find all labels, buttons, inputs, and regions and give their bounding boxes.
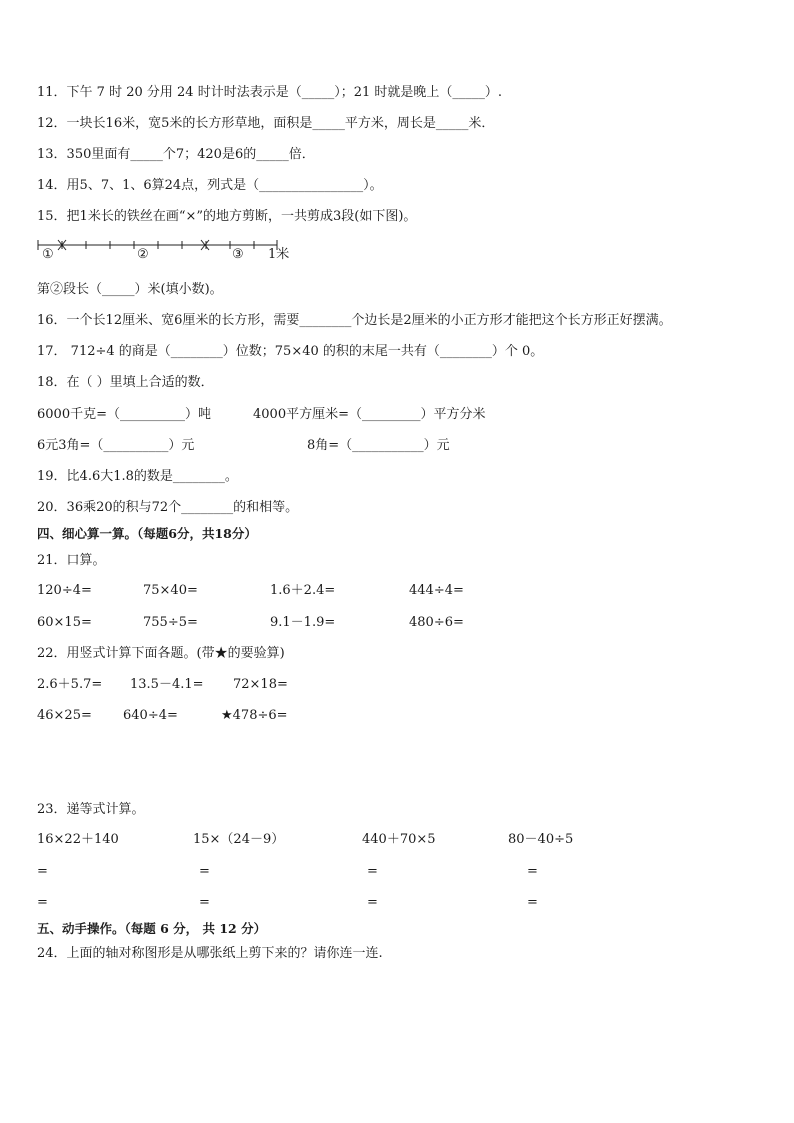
q21-item-6: 755÷5= — [143, 615, 198, 630]
q21-item-4: 444÷4= — [409, 583, 464, 598]
question-22: 22．用竖式计算下面各题。(带★的要验算) — [37, 646, 285, 661]
q22-item-3: 72×18= — [233, 677, 288, 692]
q18-item-3: 6元3角=（__________）元 — [37, 438, 195, 453]
question-20: 20．36乘20的积与72个________的和相等。 — [37, 500, 299, 515]
segment-label-2: ② — [137, 247, 149, 262]
q21-item-7: 9.1－1.9= — [270, 615, 336, 630]
q23-item-3: 440＋70×5 — [362, 832, 436, 847]
q23-equals-1b: = — [37, 895, 48, 910]
question-13: 13．350里面有_____个7；420是6的_____倍． — [37, 147, 315, 162]
wire-ruler-diagram — [37, 237, 337, 267]
q22-item-5: 640÷4= — [123, 708, 178, 723]
question-19: 19．比4.6大1.8的数是________。 — [37, 469, 238, 484]
question-17: 17． 712÷4 的商是（________）位数；75×40 的积的末尾一共有（________）个 0。 — [37, 344, 544, 359]
segment-label-1: ① — [42, 247, 54, 262]
q22-item-2: 13.5－4.1= — [130, 677, 204, 692]
q23-item-1: 16×22＋140 — [37, 832, 119, 847]
q18-item-2: 4000平方厘米=（_________）平方分米 — [253, 407, 486, 422]
question-15: 15．把1米长的铁丝在画“×”的地方剪断，一共剪成3段(如下图)。 — [37, 209, 417, 224]
q21-item-1: 120÷4= — [37, 583, 92, 598]
q23-equals-4b: = — [527, 895, 538, 910]
q21-item-5: 60×15= — [37, 615, 92, 630]
q18-item-1: 6000千克=（__________）吨 — [37, 407, 211, 422]
q23-item-4: 80－40÷5 — [508, 832, 574, 847]
question-11: 11．下午 7 时 20 分用 24 时计时法表示是（_____）；21 时就是晚上（_____）. — [37, 85, 502, 100]
q22-item-1: 2.6＋5.7= — [37, 677, 103, 692]
question-12: 12．一块长16米，宽5米的长方形草地，面积是_____平方米，周长是_____米． — [37, 116, 495, 131]
question-15-sub: 第②段长（_____）米(填小数)。 — [37, 282, 223, 297]
q21-item-3: 1.6＋2.4= — [270, 583, 336, 598]
section-5-heading: 五、动手操作。（每题 6 分， 共 12 分） — [37, 921, 267, 936]
q23-equals-4a: = — [527, 864, 538, 879]
question-16: 16．一个长12厘米、宽6厘米的长方形，需要________个边长是2厘米的小正方形才能把这个长方形正好摆满。 — [37, 313, 672, 328]
question-24: 24．上面的轴对称图形是从哪张纸上剪下来的？请你连一连. — [37, 946, 383, 961]
q22-item-4: 46×25= — [37, 708, 92, 723]
section-4-heading: 四、细心算一算。（每题6分，共18分） — [37, 526, 257, 541]
q18-item-4: 8角=（___________）元 — [307, 438, 450, 453]
q23-equals-1a: = — [37, 864, 48, 879]
question-21: 21．口算。 — [37, 553, 106, 568]
q23-equals-3b: = — [367, 895, 378, 910]
question-18: 18．在（ ）里填上合适的数． — [37, 375, 214, 390]
q23-equals-3a: = — [367, 864, 378, 879]
q23-item-2: 15×（24－9） — [193, 832, 285, 847]
segment-label-3: ③ — [232, 247, 244, 262]
meter-label: 1米 — [268, 247, 290, 262]
q21-item-2: 75×40= — [143, 583, 198, 598]
q21-item-8: 480÷6= — [409, 615, 464, 630]
q23-equals-2b: = — [199, 895, 210, 910]
q23-equals-2a: = — [199, 864, 210, 879]
question-14: 14．用5、7、1、6算24点，列式是（________________）。 — [37, 178, 383, 193]
question-23: 23．递等式计算。 — [37, 802, 145, 817]
q22-item-6: ★478÷6= — [221, 708, 288, 723]
